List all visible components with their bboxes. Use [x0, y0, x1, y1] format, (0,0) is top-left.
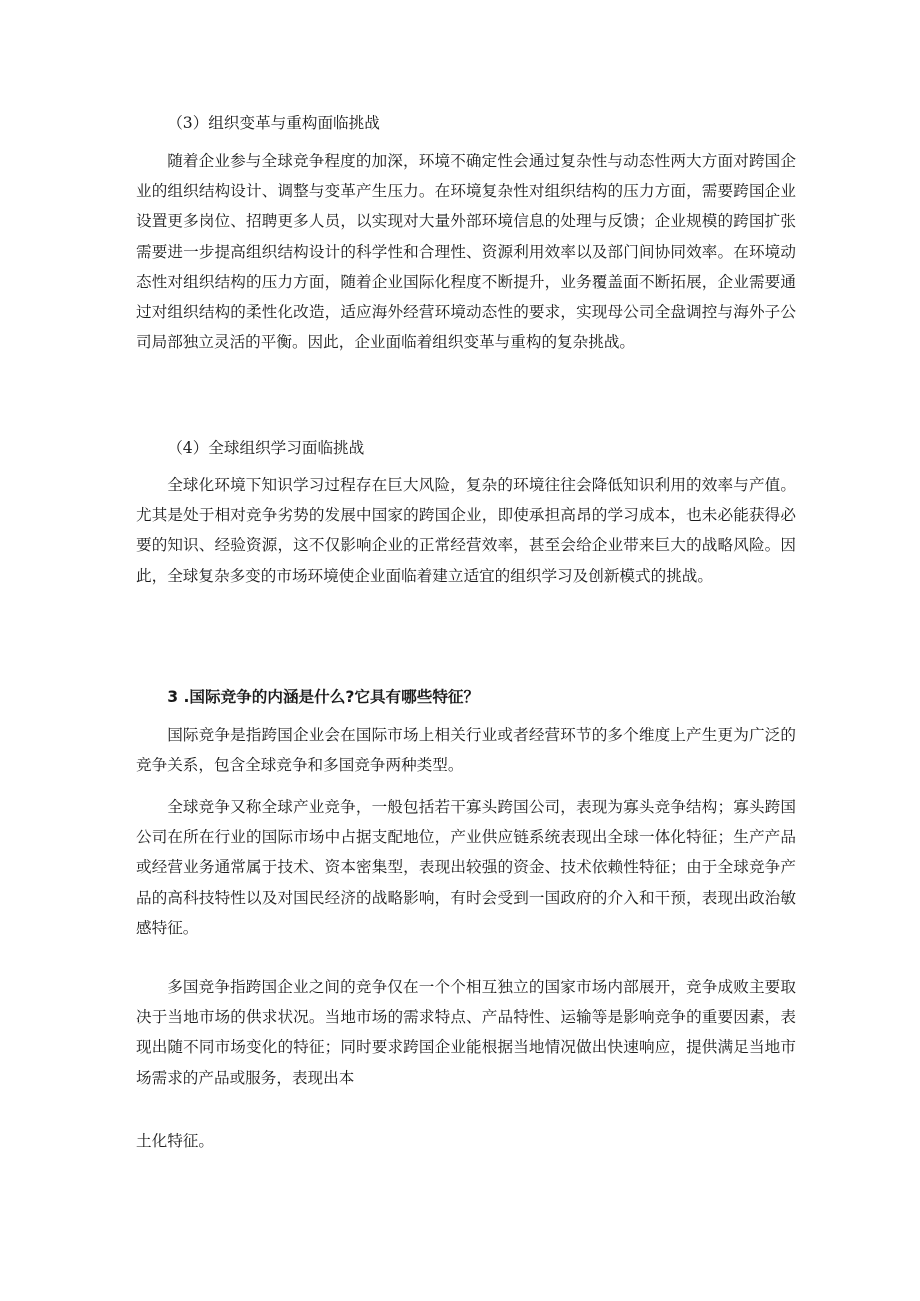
question-paragraph-3: 多国竞争指跨国企业之间的竞争仅在一个个相互独立的国家市场内部展开，竞争成败主要取决于当地市场的供求状况。当地市场的需求特点、产品特性、运输等是影响竞争的重要因素，表现出随不同市场变化的特征；同时要求跨国企业能根据当地情况做出快速响应，提供满足当地市场需求的产品或服务，表现出本 [136, 978, 796, 1087]
question-heading-3: 3 .国际竞争的内涵是什么?它具有哪些特征？ [167, 688, 480, 706]
question-paragraph-1: 国际竞争是指跨国企业会在国际市场上相关行业或者经营环节的多个维度上产生更为广泛的竞争关系，包含全球竞争和多国竞争两种类型。 [136, 726, 796, 775]
section-heading-4: （4）全球组织学习面临挑战 [167, 439, 365, 457]
question-paragraph-2: 全球竞争又称全球产业竞争，一般包括若干寡头跨国公司，表现为寡头竞争结构；寡头跨国公司在所在行业的国际市场中占据支配地位，产业供应链系统表现出全球一体化特征；生产产品或经营业务通常属于技术、资本密集型，表现出较强的资金、技术依赖性特征；由于全球竞争产品的高科技特性以及对国民经济的战略影响，有时会受到一国政府的介入和干预，表现出政治敏感特征。 [136, 798, 796, 937]
section-paragraph-4: 全球化环境下知识学习过程存在巨大风险，复杂的环境往往会降低知识利用的效率与产值。尤其是处于相对竞争劣势的发展中国家的跨国企业，即使承担高昂的学习成本，也未必能获得必要的知识、经验资源，这不仅影响企业的正常经营效率，甚至会给企业带来巨大的战略风险。因此，全球复杂多变的市场环境使企业面临着建立适宜的组织学习及创新模式的挑战。 [136, 476, 796, 585]
section-heading-3: （3）组织变革与重构面临挑战 [167, 114, 380, 132]
question-paragraph-3-end: 土化特征。 [136, 1132, 214, 1150]
section-paragraph-3: 随着企业参与全球竞争程度的加深，环境不确定性会通过复杂性与动态性两大方面对跨国企业的组织结构设计、调整与变革产生压力。在环境复杂性对组织结构的压力方面，需要跨国企业设置更多岗位、招聘更多人员，以实现对大量外部环境信息的处理与反馈；企业规模的跨国扩张需要进一步提高组织结构设计的科学性和合理性、资源利用效率以及部门间协同效率。在环境动态性对组织结构的压力方面，随着企业国际化程度不断提升，业务覆盖面不断拓展，企业需要通过对组织结构的柔性化改造，适应海外经营环境动态性的要求，实现母公司全盘调控与海外子公司局部独立灵活的平衡。因此，企业面临着组织变革与重构的复杂挑战。 [136, 152, 796, 352]
